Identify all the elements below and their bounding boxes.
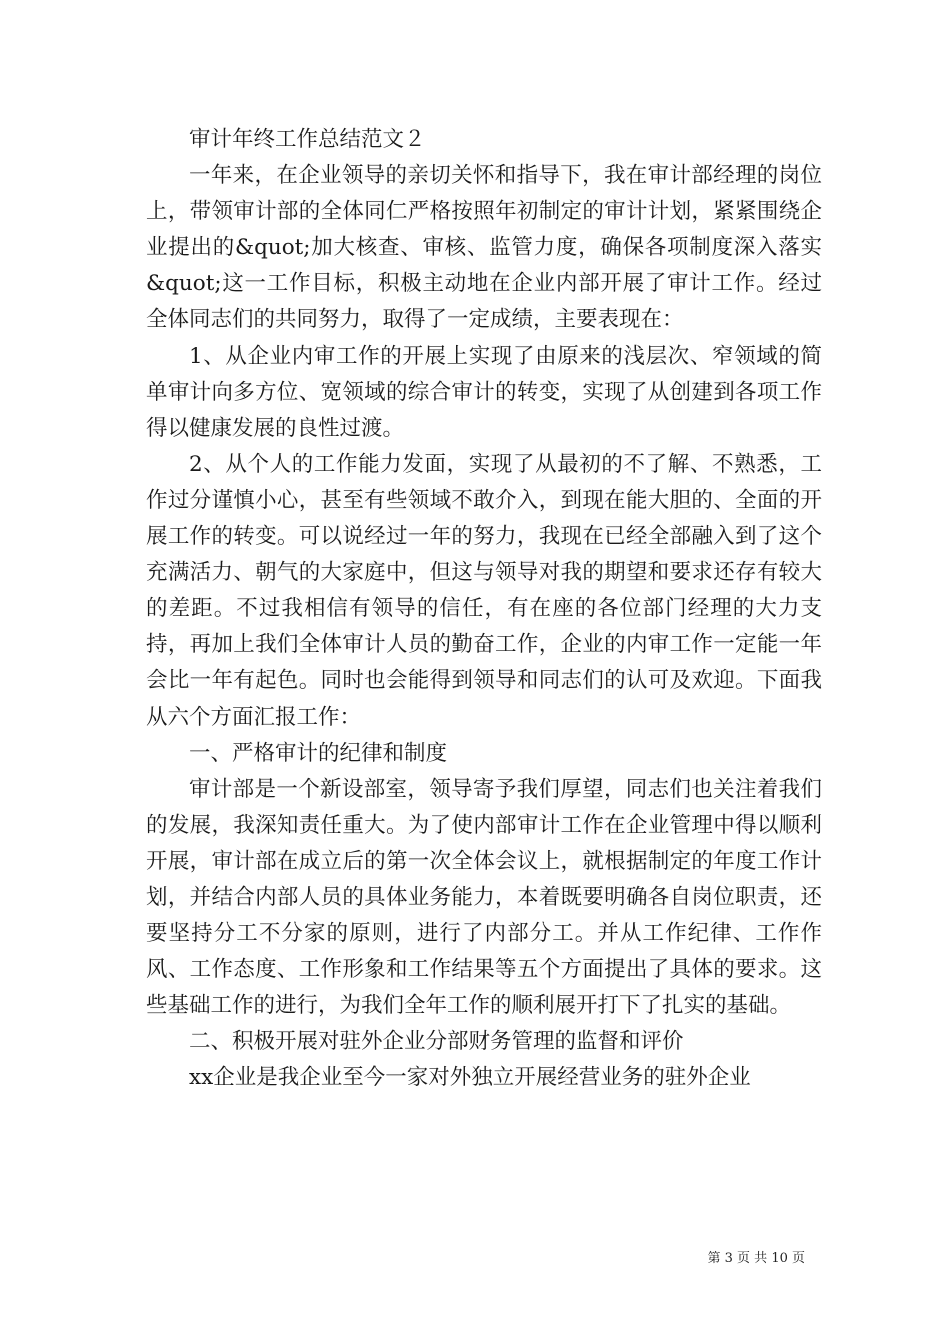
intro-paragraph: 一年来，在企业领导的亲切关怀和指导下，我在审计部经理的岗位上，带领审计部的全体同仁严格按照年初制定的审计计划，紧紧围绕企业提出的&quot;加大核查、审核、监管力度，确保各项制度深入落实&quot;这一工作目标，积极主动地在企业内部开展了审计工作。经过全体同志们的共同努力，取得了一定成绩，主要表现在： [146, 163, 822, 333]
section-1-paragraph: 审计部是一个新设部室，领导寄予我们厚望，同志们也关注着我们的发展，我深知责任重大。为了使内部审计工作在企业管理中得以顺利开展，审计部在成立后的第一次全体会议上，就根据制定的年度工作计划，并结合内部人员的具体业务能力，本着既要明确各自岗位职责，还要坚持分工不分家的原则，进行了内部分工。并从工作纪律、工作作风、工作态度、工作形象和工作结果等五个方面提出了具体的要求。这些基础工作的进行，为我们全年工作的顺利展开打下了扎实的基础。 [146, 776, 822, 1019]
section-2-heading: 二、积极开展对驻外企业分部财务管理的监督和评价 [189, 1029, 684, 1055]
section-2-paragraph: xx企业是我企业至今一家对外独立开展经营业务的驻外企业 [189, 1065, 751, 1091]
point-2-paragraph: 2、从个人的工作能力发面，实现了从最初的不了解、不熟悉，工作过分谨慎小心，甚至有些领域不敢介入，到现在能大胆的、全面的开展工作的转变。可以说经过一年的努力，我现在已经全部融入到了这个充满活力、朝气的大家庭中，但这与领导对我的期望和要求还存有较大的差距。不过我相信有领导的信任，有在座的各位部门经理的大力支持，再加上我们全体审计人员的勤奋工作，企业的内审工作一定能一年会比一年有起色。同时也会能得到领导和同志们的认可及欢迎。下面我从六个方面汇报工作： [146, 451, 822, 730]
document-body [146, 122, 822, 1097]
point-1-paragraph: 1、从企业内审工作的开展上实现了由原来的浅层次、窄领域的简单审计向多方位、宽领域的综合审计的转变，实现了从创建到各项工作得以健康发展的良性过渡。 [146, 343, 822, 441]
document-title: 审计年终工作总结范文２ [189, 127, 426, 152]
page-number: 第 3 页 共 10 页 [707, 1251, 805, 1266]
section-1-heading: 一、严格审计的纪律和制度 [189, 740, 448, 766]
